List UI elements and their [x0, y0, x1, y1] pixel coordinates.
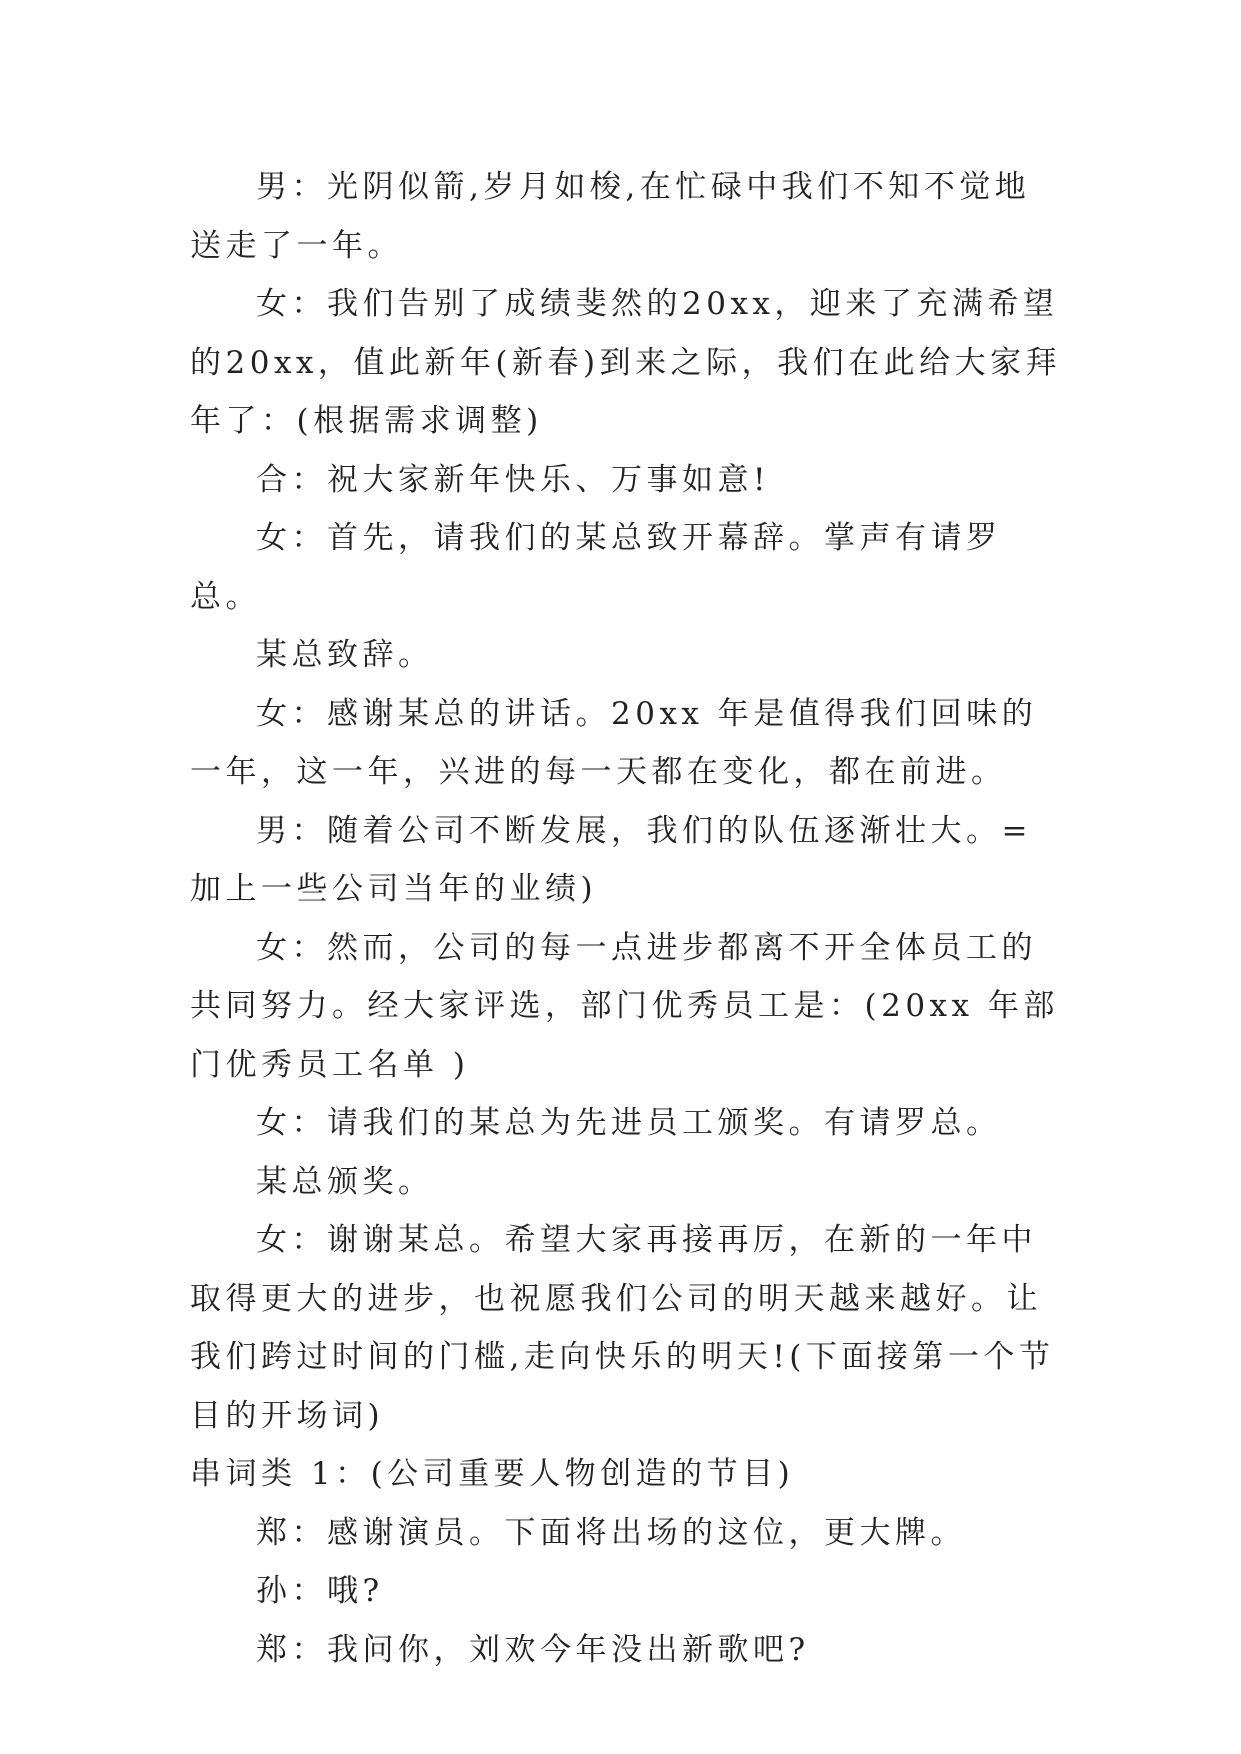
paragraph-8: 女：然而，公司的每一点进步都离不开全体员工的共同努力。经大家评选，部门优秀员工是：(20xx 年部门优秀员工名单 ) — [190, 929, 1059, 1083]
paragraph-11: 女：谢谢某总。希望大家再接再厉，在新的一年中取得更大的进步，也祝愿我们公司的明天越来越好。让我们跨过时间的门槛,走向快乐的明天!(下面接第一个节目的开场词) — [190, 1222, 1055, 1434]
paragraph-1: 男：光阴似箭,岁月如梭,在忙碌中我们不知不觉地送走了一年。 — [190, 169, 1031, 264]
paragraph-4: 女：首先，请我们的某总致开幕辞。掌声有请罗总。 — [190, 520, 1002, 615]
paragraph-7: 男：随着公司不断发展，我们的队伍逐渐壮大。=加上一些公司当年的业绩) — [190, 812, 1032, 907]
paragraph-9: 女：请我们的某总为先进员工颁奖。有请罗总。 — [256, 1105, 1002, 1141]
paragraph-10: 某总颁奖。 — [256, 1163, 434, 1200]
paragraph-6: 女：感谢某总的讲话。20xx 年是值得我们回味的一年，这一年，兴进的每一天都在变化，都在前进。 — [190, 695, 1038, 790]
paragraph-5: 某总致辞。 — [256, 637, 434, 673]
paragraph-14: 孙：哦? — [256, 1573, 384, 1609]
paragraph-2: 女：我们告别了成绩斐然的20xx，迎来了充满希望的20xx，值此新年(新春)到来之际，我们在此给大家拜年了：(根据需求调整) — [190, 286, 1062, 439]
paragraph-12: 串词类 1：(公司重要人物创造的节目) — [190, 1456, 795, 1492]
document-body — [190, 158, 1065, 1679]
paragraph-3: 合：祝大家新年快乐、万事如意! — [256, 461, 770, 498]
paragraph-13: 郑：感谢演员。下面将出场的这位，更大牌。 — [256, 1514, 966, 1551]
paragraph-15: 郑：我问你，刘欢今年没出新歌吧? — [256, 1631, 810, 1668]
